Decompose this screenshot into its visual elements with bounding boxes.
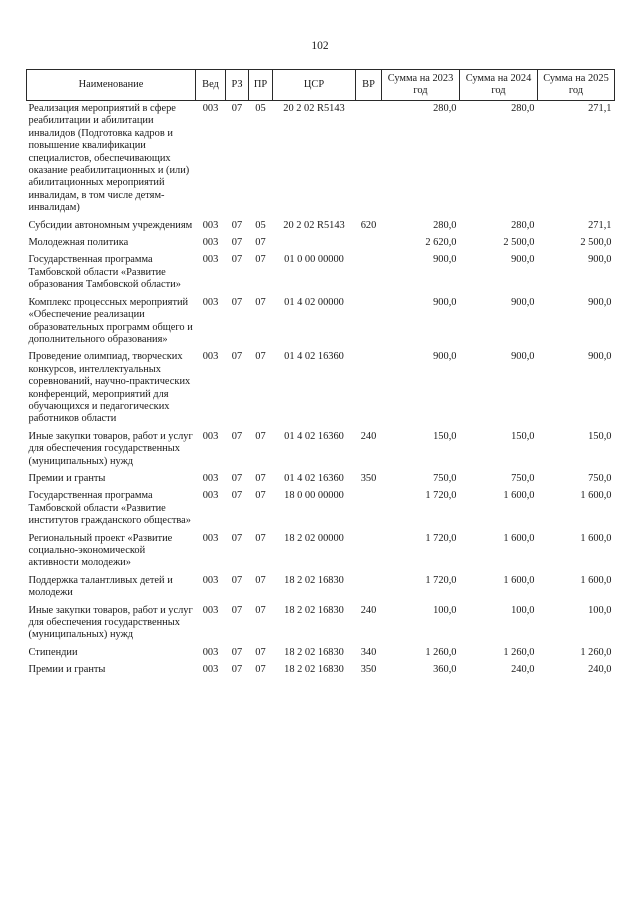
cell-ved: 003	[202, 351, 219, 363]
cell-csr: 18 2 02 00000	[284, 532, 344, 544]
cell-rz: 07	[231, 664, 243, 676]
cell-pr: 07	[255, 351, 266, 363]
header-sum-2023: Сумма на 2023 год	[382, 70, 460, 101]
cell-sum-2024: 280,0	[511, 103, 535, 114]
cell-ved: 003	[202, 296, 219, 308]
cell-sum-2024: 1 600,0	[503, 532, 535, 544]
cell-rz: 07	[231, 646, 243, 658]
table-row	[27, 218, 615, 235]
cell-sum-2023: 280,0	[433, 103, 457, 114]
cell-rz: 07	[231, 351, 243, 363]
cell-pr: 07	[255, 532, 266, 544]
cell-name: Иные закупки товаров, работ и услуг для обеспечения государственных (муниципальных) нужд	[28, 604, 193, 641]
cell-csr	[273, 235, 356, 252]
cell-name: Поддержка талантливых детей и молодежи	[28, 574, 173, 599]
cell-ved: 003	[202, 472, 219, 484]
cell-vr	[356, 252, 382, 294]
cell-sum-2025: 1 600,0	[580, 574, 612, 586]
cell-vr: 240	[360, 430, 377, 442]
cell-sum-2025: 240,0	[588, 664, 612, 676]
cell-vr	[356, 349, 382, 428]
cell-name: Комплекс процессных мероприятий «Обеспечение реализации образовательных программ общего и дополнительного образования»	[28, 296, 193, 345]
cell-sum-2023: 100,0	[433, 604, 457, 616]
cell-name: Молодежная политика	[28, 237, 129, 249]
table-row	[27, 235, 615, 252]
cell-pr: 07	[255, 664, 266, 676]
table-row	[27, 488, 615, 530]
table-row	[27, 573, 615, 603]
cell-pr: 05	[255, 103, 266, 114]
cell-csr: 20 2 02 R5143	[283, 103, 345, 114]
table-row	[27, 471, 615, 488]
cell-sum-2025: 2 500,0	[580, 237, 612, 249]
cell-sum-2023: 1 720,0	[425, 532, 457, 544]
cell-csr: 01 0 00 00000	[284, 254, 344, 266]
table-row	[27, 101, 615, 218]
cell-sum-2025: 1 600,0	[580, 490, 612, 502]
header-vr: ВР	[356, 70, 382, 101]
cell-csr: 01 4 02 00000	[284, 296, 344, 308]
cell-vr: 350	[360, 472, 377, 484]
cell-sum-2025: 900,0	[588, 254, 612, 266]
table-body	[27, 101, 615, 680]
cell-name: Иные закупки товаров, работ и услуг для обеспечения государственных (муниципальных) нужд	[28, 430, 193, 467]
header-pr: ПР	[249, 70, 273, 101]
cell-rz: 07	[231, 296, 243, 308]
cell-pr: 07	[255, 490, 266, 502]
header-sum-2024: Сумма на 2024 год	[460, 70, 538, 101]
cell-sum-2024: 1 260,0	[503, 646, 535, 658]
cell-csr: 01 4 02 16360	[284, 351, 344, 363]
cell-name: Государственная программа Тамбовской области «Развитие образования Тамбовской области»	[28, 254, 181, 291]
cell-pr: 07	[255, 604, 266, 616]
cell-sum-2023: 900,0	[433, 254, 457, 266]
header-rz: РЗ	[226, 70, 249, 101]
table-header	[27, 70, 615, 101]
cell-ved: 003	[202, 237, 219, 249]
cell-sum-2025: 1 600,0	[580, 532, 612, 544]
table-row	[27, 252, 615, 294]
cell-name: Государственная программа Тамбовской области «Развитие институтов гражданского общества»	[28, 490, 191, 527]
cell-ved: 003	[202, 490, 219, 502]
cell-ved: 003	[202, 219, 219, 231]
cell-sum-2023: 750,0	[433, 472, 457, 484]
header-ved: Вед	[196, 70, 226, 101]
cell-sum-2025: 271,1	[588, 103, 612, 114]
cell-ved: 003	[202, 604, 219, 616]
cell-sum-2025: 271,1	[588, 219, 612, 231]
cell-sum-2023: 900,0	[433, 351, 457, 363]
cell-sum-2024: 750,0	[511, 472, 535, 484]
cell-rz: 07	[231, 103, 243, 114]
cell-sum-2024: 900,0	[511, 254, 535, 266]
header-csr: ЦСР	[273, 70, 356, 101]
cell-sum-2024: 240,0	[511, 664, 535, 676]
cell-vr	[356, 488, 382, 530]
cell-name: Премии и гранты	[28, 664, 106, 676]
cell-sum-2023: 900,0	[433, 296, 457, 308]
cell-ved: 003	[202, 430, 219, 442]
budget-table	[26, 69, 615, 680]
cell-sum-2024: 1 600,0	[503, 574, 535, 586]
cell-name: Проведение олимпиад, творческих конкурсов, интеллектуальных соревнований, научно-практических конференций, мероприятий для обучающихся и педагогических работников области	[28, 351, 191, 425]
cell-sum-2025: 150,0	[588, 430, 612, 442]
cell-rz: 07	[231, 430, 243, 442]
cell-sum-2024: 280,0	[511, 219, 535, 231]
cell-sum-2024: 150,0	[511, 430, 535, 442]
cell-pr: 07	[255, 254, 266, 266]
cell-rz: 07	[231, 574, 243, 586]
cell-vr	[356, 531, 382, 573]
cell-csr: 18 0 00 00000	[284, 490, 344, 502]
cell-name: Стипендии	[28, 646, 78, 658]
cell-ved: 003	[202, 532, 219, 544]
header-sum-2025: Сумма на 2025 год	[538, 70, 615, 101]
header-name: Наименование	[27, 70, 196, 101]
cell-sum-2023: 1 260,0	[425, 646, 457, 658]
cell-vr: 340	[360, 646, 377, 658]
cell-rz: 07	[231, 219, 243, 231]
cell-csr: 01 4 02 16360	[284, 430, 344, 442]
cell-csr: 18 2 02 16830	[284, 604, 344, 616]
cell-pr: 07	[255, 296, 266, 308]
table-row	[27, 295, 615, 350]
table-row	[27, 349, 615, 428]
cell-rz: 07	[231, 604, 243, 616]
cell-sum-2025: 1 260,0	[580, 646, 612, 658]
table-row	[27, 429, 615, 471]
cell-vr: 240	[360, 604, 377, 616]
cell-vr	[356, 295, 382, 350]
cell-csr: 18 2 02 16830	[284, 664, 344, 676]
cell-sum-2023: 2 620,0	[425, 237, 457, 249]
cell-pr: 07	[255, 646, 266, 658]
cell-sum-2024: 900,0	[511, 296, 535, 308]
cell-vr: 620	[360, 219, 377, 231]
cell-vr	[356, 235, 382, 252]
cell-sum-2024: 900,0	[511, 351, 535, 363]
table-row	[27, 603, 615, 645]
cell-vr	[356, 573, 382, 603]
cell-name: Региональный проект «Развитие социально-экономической активности молодежи»	[28, 532, 173, 569]
table-row	[27, 531, 615, 573]
cell-pr: 07	[255, 574, 266, 586]
cell-rz: 07	[231, 472, 243, 484]
cell-rz: 07	[231, 237, 243, 249]
cell-sum-2025: 750,0	[588, 472, 612, 484]
cell-ved: 003	[202, 254, 219, 266]
cell-ved: 003	[202, 574, 219, 586]
cell-sum-2024: 2 500,0	[503, 237, 535, 249]
page-number: 102	[311, 40, 329, 52]
cell-csr: 18 2 02 16830	[284, 646, 344, 658]
cell-sum-2025: 900,0	[588, 351, 612, 363]
cell-ved: 003	[202, 664, 219, 676]
cell-pr: 07	[255, 237, 266, 249]
cell-vr: 350	[360, 664, 377, 676]
cell-sum-2023: 360,0	[433, 664, 457, 676]
cell-name: Субсидии автономным учреждениям	[28, 219, 193, 231]
table-row	[27, 645, 615, 662]
cell-pr: 05	[255, 219, 266, 231]
cell-rz: 07	[231, 254, 243, 266]
cell-pr: 07	[255, 472, 266, 484]
table-row	[27, 662, 615, 679]
cell-rz: 07	[231, 490, 243, 502]
cell-vr	[356, 101, 382, 218]
cell-sum-2023: 1 720,0	[425, 490, 457, 502]
cell-sum-2025: 900,0	[588, 296, 612, 308]
cell-ved: 003	[202, 646, 219, 658]
cell-sum-2023: 150,0	[433, 430, 457, 442]
cell-pr: 07	[255, 430, 266, 442]
cell-rz: 07	[231, 532, 243, 544]
cell-sum-2023: 1 720,0	[425, 574, 457, 586]
cell-ved: 003	[202, 103, 219, 114]
cell-sum-2024: 1 600,0	[503, 490, 535, 502]
cell-name: Премии и гранты	[28, 472, 106, 484]
cell-csr: 20 2 02 R5143	[283, 219, 345, 231]
cell-csr: 18 2 02 16830	[284, 574, 344, 586]
cell-sum-2025: 100,0	[588, 604, 612, 616]
cell-sum-2024: 100,0	[511, 604, 535, 616]
cell-name: Реализация мероприятий в сфере реабилитации и абилитации инвалидов (Подготовка кадров и повышение квалификации специалистов, обеспечивающих оказание реабилитационных и (или) абилитационных мероприятий инвалидам, в том числе детям-инвалидам)	[28, 103, 190, 214]
cell-csr: 01 4 02 16360	[284, 472, 344, 484]
cell-sum-2023: 280,0	[433, 219, 457, 231]
